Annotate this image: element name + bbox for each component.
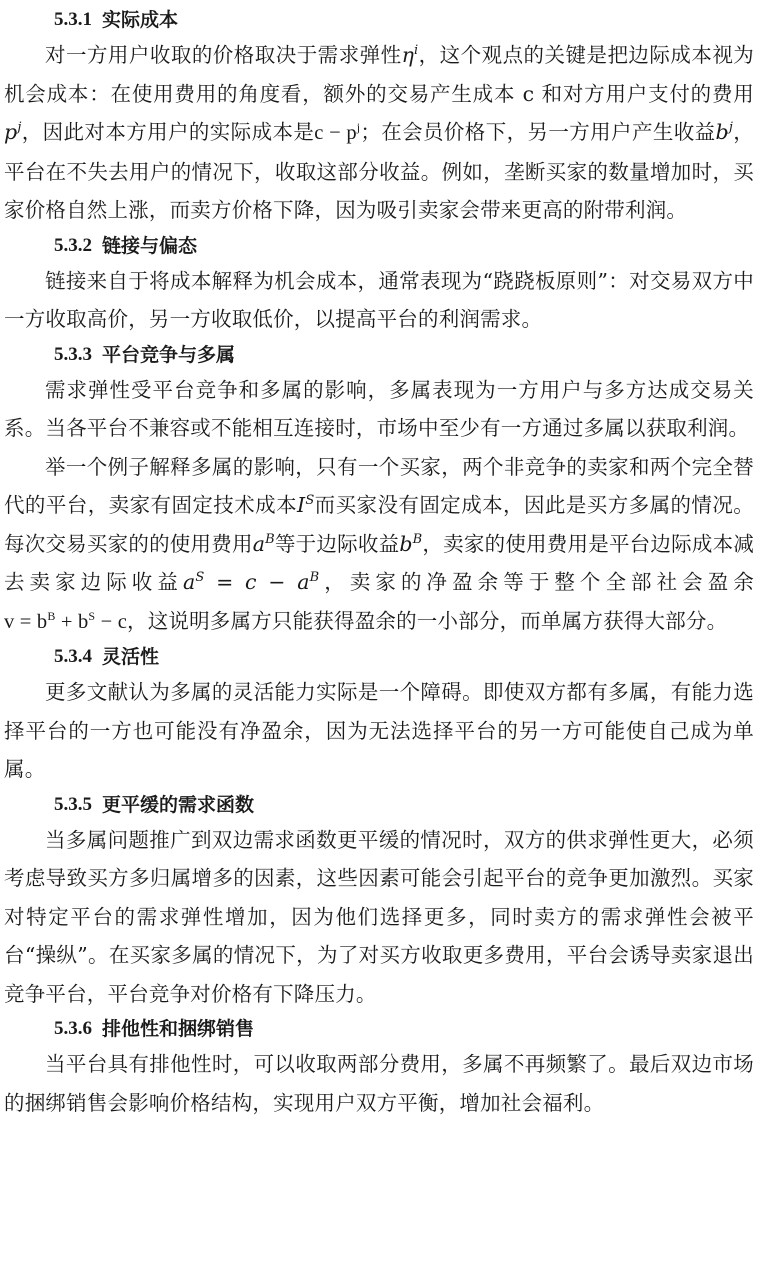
- paragraph-flexibility: 更多文献认为多属的灵活能力实际是一个障碍。即使双方都有多属，有能力选择平台的一方也可能没有净盈余，因为无法选择平台的另一方可能使自己成为单属。: [4, 680, 754, 781]
- paragraph-actual-cost: [4, 36, 754, 230]
- section-number: 5.3.3: [54, 343, 92, 365]
- expr-c-minus-pj: $c - p^j$: [314, 120, 361, 144]
- text-run: 举一个例子解释多属的影响，只有一个买家，两个非竞争的卖家和两个完全替代的平台，卖家有固定技术成本: [4, 454, 754, 517]
- text-run: 而买家没有固定成本，因此是买方多属的情况。每次交易买家的的使用费用: [4, 493, 754, 556]
- text-run: ，这说明多属方只能获得盈余的一小部分，而单属方获得大部分。: [127, 608, 728, 633]
- text-run: ；在会员价格下，另一方用户产生收益: [360, 120, 716, 144]
- expr-v-eq: $v = b^B + b^S - c$: [4, 608, 127, 633]
- paragraph-multihoming-example: [4, 448, 754, 642]
- section-number: 5.3.1: [54, 9, 92, 30]
- section-number: 5.3.6: [54, 1018, 92, 1039]
- math-a-B: $a^B$: [252, 531, 275, 556]
- text-run: ，卖家的净盈余等于整个全部社会盈余: [319, 570, 754, 594]
- section-heading-5-3-1: [4, 4, 754, 36]
- text-run: 等于边际收益: [274, 531, 400, 556]
- paragraph-flatter-demand: 当多属问题推广到双边需求函数更平缓的情况时，双方的供求弹性更大，必须考虑导致买方多归属增多的因素，这些因素可能会引起平台的竞争更加激烈。买家对特定平台的需求弹性增加，因为他们选择更多，同时卖方的需求弹性会被平台“操纵”。在买家多属的情况下，为了对买方收取更多费用，平台会诱导卖家退出竞争平台，平台竞争对价格有下降压力。: [4, 827, 754, 1006]
- section-heading-5-3-4: [4, 641, 754, 673]
- paragraph-exclusivity: 当平台具有排他性时，可以收取两部分费用，多属不再频繁了。最后双边市场的捆绑销售会影响价格结构，实现用户双方平衡，增加社会福利。: [4, 1052, 754, 1115]
- section-number: 5.3.2: [54, 234, 92, 256]
- text-run: ，这个观点的关键是把边际成本视为机会成本：在使用费用的角度看，额外的交易产生成本 c 和对方用户支付的费用: [4, 43, 754, 106]
- section-heading-5-3-2: [4, 230, 754, 262]
- section-title: 链接与偏态: [102, 234, 198, 257]
- text-run: ，平台在不失去用户的情况下，收取这部分收益。例如，垄断买家的数量增加时，买家价格自然上涨，而卖方价格下降，因为吸引卖家会带来更高的附带利润。: [4, 120, 754, 222]
- text-run: ，因此对本方用户的实际成本是: [21, 120, 315, 144]
- section-number: 5.3.4: [54, 646, 92, 667]
- text-run: ，卖家的使用费用是平台边际成本减去卖家边际收益: [4, 531, 755, 594]
- section-number: 5.3.5: [54, 793, 92, 815]
- section-title: 更平缓的需求函数: [102, 793, 255, 816]
- math-eta-i: $\eta^i$: [401, 43, 419, 67]
- section-title: 平台竞争与多属: [102, 343, 236, 366]
- paragraph-linkage: 链接来自于将成本解释为机会成本，通常表现为“跷跷板原则”：对交易双方中一方收取高价，另一方收取低价，以提高平台的利润需求。: [4, 268, 754, 331]
- section-title: 实际成本: [102, 9, 179, 31]
- math-I-S: $I^S$: [297, 493, 315, 517]
- math-p-j: $p^j$: [4, 120, 22, 144]
- math-b-B: $b^B$: [399, 531, 423, 556]
- section-heading-5-3-6: [4, 1013, 754, 1045]
- section-title: 灵活性: [102, 646, 160, 668]
- math-b-j: $b^j$: [715, 120, 734, 144]
- paragraph-competition: 需求弹性受平台竞争和多属的影响，多属表现为一方用户与多方达成交易关系。当各平台不兼容或不能相互连接时，市场中至少有一方通过多属以获取利润。: [4, 377, 754, 440]
- math-aS-eq: $a^S = c - a^B$: [182, 570, 320, 594]
- section-heading-5-3-3: [4, 339, 754, 371]
- text-run: 对一方用户收取的价格取决于需求弹性: [45, 43, 402, 67]
- section-heading-5-3-5: [4, 789, 754, 821]
- section-title: 排他性和捆绑销售: [102, 1018, 255, 1040]
